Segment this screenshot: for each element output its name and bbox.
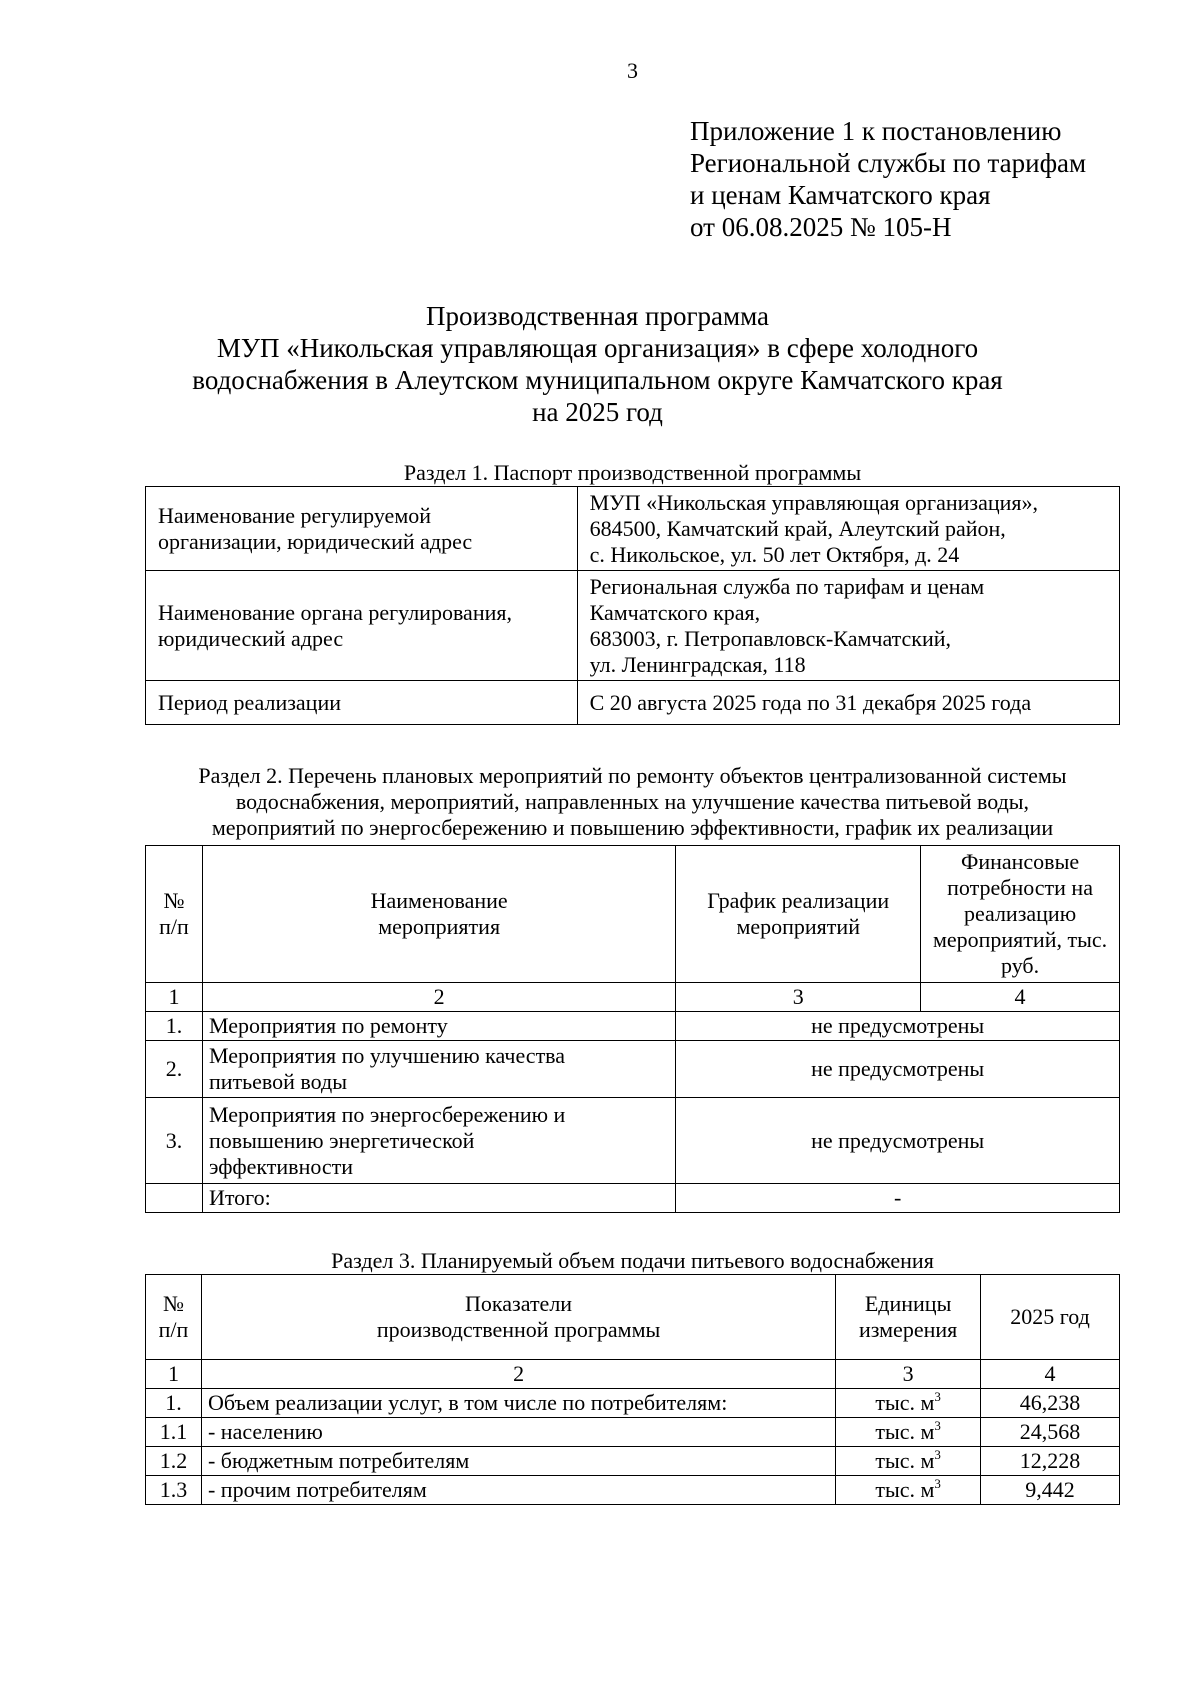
title-line: МУП «Никольская управляющая организация» в сфере холодного: [216, 333, 979, 363]
section1-caption: Раздел 1. Паспорт производственной программы: [403, 460, 862, 485]
passport-label: Наименование органа регулирования, юридический адрес: [146, 571, 578, 681]
table-row: [146, 681, 1120, 725]
passport-table: [145, 486, 1120, 725]
appendix-line: и ценам Камчатского края: [690, 180, 991, 210]
row-name: Мероприятия по улучшению качества питьевой воды: [202, 1041, 675, 1098]
row-unit: тыс. $м^3$: [836, 1389, 981, 1418]
table-row: [146, 983, 1120, 1012]
header-indicator: Показатели производственной программы: [201, 1275, 835, 1360]
header-year: 2025 год: [981, 1275, 1120, 1360]
row-name: Мероприятия по энергосбережению и повышению энергетической эффективности: [202, 1098, 675, 1184]
row-value: не предусмотрены: [676, 1012, 1120, 1041]
col-number: 1: [146, 983, 203, 1012]
table-row: [146, 1389, 1120, 1418]
row-label: - бюджетным потребителям: [201, 1447, 835, 1476]
table-row: [146, 1041, 1120, 1098]
appendix-line: от 06.08.2025 № 105-Н: [690, 212, 952, 242]
row-num: 1.: [146, 1389, 202, 1418]
row-num: [146, 1184, 203, 1213]
col-number: 3: [836, 1360, 981, 1389]
table-row: [146, 1184, 1120, 1213]
col-number: 2: [201, 1360, 835, 1389]
row-value: 24,568: [981, 1418, 1120, 1447]
passport-value: Региональная служба по тарифам и ценам Камчатского края, 683003, г. Петропавловск-Камчатский, ул. Ленинградская, 118: [577, 571, 1119, 681]
col-number: 2: [202, 983, 675, 1012]
table-row: [146, 1098, 1120, 1184]
row-num: 1.3: [146, 1476, 202, 1505]
row-unit: тыс. $м^3$: [836, 1447, 981, 1476]
header-num: № п/п: [146, 1275, 202, 1360]
col-number: 3: [676, 983, 921, 1012]
table-row: [146, 1447, 1120, 1476]
passport-label: Наименование регулируемой организации, юридический адрес: [146, 487, 578, 571]
header-name: Наименование мероприятия: [202, 846, 675, 983]
row-value: 9,442: [981, 1476, 1120, 1505]
table-header-row: [146, 1275, 1120, 1360]
section3-caption: Раздел 3. Планируемый объем подачи питьевого водоснабжения: [331, 1248, 934, 1273]
section2-caption: Раздел 2. Перечень плановых мероприятий по ремонту объектов централизованной системы водоснабжения, мероприятий, направленных на улучшение качества питьевой воды, мероприятий по энергосбережению и повышению эффективности, график их реализации: [198, 763, 1067, 840]
col-number: 4: [981, 1360, 1120, 1389]
row-name: Мероприятия по ремонту: [202, 1012, 675, 1041]
header-finance: Финансовые потребности на реализацию мероприятий, тыс. руб.: [921, 846, 1120, 983]
measures-table: [145, 845, 1120, 1213]
passport-value: МУП «Никольская управляющая организация», 684500, Камчатский край, Алеутский район, с. Никольское, ул. 50 лет Октября, д. 24: [577, 487, 1119, 571]
passport-value: С 20 августа 2025 года по 31 декабря 2025 года: [577, 681, 1119, 725]
total-label: Итого:: [202, 1184, 675, 1213]
row-value: 46,238: [981, 1389, 1120, 1418]
table-row: [146, 487, 1120, 571]
appendix-heading: [690, 115, 1086, 243]
table-row: [146, 1360, 1120, 1389]
table-row: [146, 1012, 1120, 1041]
row-label: - населению: [201, 1418, 835, 1447]
header-num: № п/п: [146, 846, 203, 983]
row-value: не предусмотрены: [676, 1041, 1120, 1098]
row-num: 1.1: [146, 1418, 202, 1447]
title-line: Производственная программа: [425, 301, 770, 331]
row-value: не предусмотрены: [676, 1098, 1120, 1184]
row-num: 1.2: [146, 1447, 202, 1476]
row-label: - прочим потребителям: [201, 1476, 835, 1505]
passport-label: Период реализации: [146, 681, 578, 725]
row-unit: тыс. $м^3$: [836, 1418, 981, 1447]
table-header-row: [146, 846, 1120, 983]
title-line: водоснабжения в Алеутском муниципальном округе Камчатского края: [192, 365, 1003, 395]
row-value: 12,228: [981, 1447, 1120, 1476]
col-number: 4: [921, 983, 1120, 1012]
row-label: Объем реализации услуг, в том числе по потребителям:: [201, 1389, 835, 1418]
row-num: 2.: [146, 1041, 203, 1098]
table-row: [146, 1476, 1120, 1505]
supply-volume-table: [145, 1274, 1120, 1505]
appendix-line: Региональной службы по тарифам: [690, 148, 1087, 178]
header-schedule: График реализации мероприятий: [676, 846, 921, 983]
total-value: -: [676, 1184, 1120, 1213]
row-num: 1.: [146, 1012, 203, 1041]
appendix-line: Приложение 1 к постановлению: [690, 116, 1062, 146]
row-num: 3.: [146, 1098, 203, 1184]
title-line: на 2025 год: [532, 397, 663, 427]
document-title: [140, 300, 1055, 428]
table-row: [146, 571, 1120, 681]
row-unit: тыс. $м^3$: [836, 1476, 981, 1505]
page-number: 3: [627, 58, 638, 83]
header-units: Единицы измерения: [836, 1275, 981, 1360]
table-row: [146, 1418, 1120, 1447]
col-number: 1: [146, 1360, 202, 1389]
